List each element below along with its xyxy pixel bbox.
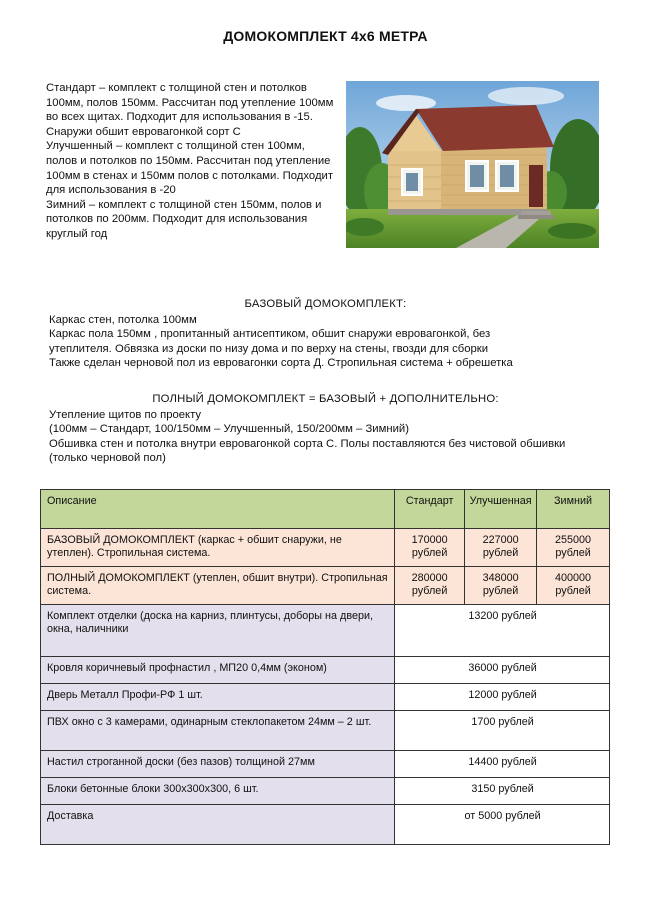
intro-improved: Улучшенный – комплект с толщиной стен 100мм, полов и потолков по 150мм. Рассчитан под утепление 100мм в стенах и 150мм полов с потолками. Подходит для использования в -20 <box>46 140 334 197</box>
row-description: Настил строганной доски (без пазов) толщиной 27мм <box>41 751 395 778</box>
base-kit-line: Каркас стен, потолка 100мм <box>49 314 197 326</box>
row-description: Дверь Металл Профи-РФ 1 шт. <box>41 684 395 711</box>
row-price: 1700 рублей <box>395 711 610 751</box>
row-price: 12000 рублей <box>395 684 610 711</box>
row-price: 3150 рублей <box>395 778 610 805</box>
table-row-extra <box>41 711 610 751</box>
full-kit-description <box>49 408 594 465</box>
base-kit-line: утеплителя. Обвязка из доски по низу дома и по верху на стены, гвозди для сборки <box>49 342 489 355</box>
table-row-extra <box>41 605 610 657</box>
intro-standard: Стандарт – комплект с толщиной стен и потолков 100мм, полов 150мм. Рассчитан под утепление 100мм во всех щитах. Подходит для использования в -15. Снаружи обшит евровагонкой сорт С <box>46 82 334 138</box>
table-row-extra <box>41 684 610 711</box>
row-description: Комплект отделки (доска на карниз, плинтусы, доборы на двери, окна, наличники <box>41 605 395 657</box>
column-header-winter: Зимний <box>537 490 610 529</box>
column-header-description: Описание <box>41 490 395 529</box>
table-row-extra <box>41 805 610 845</box>
price-improved: 227000 рублей <box>465 529 537 567</box>
price-winter: 255000 рублей <box>537 529 610 567</box>
column-header-improved: Улучшенная <box>465 490 537 529</box>
base-kit-line: Также сделан черновой пол из евровагонки сорта Д. Стропильная система + обрешетка <box>49 356 513 369</box>
row-description: ПОЛНЫЙ ДОМОКОМПЛЕКТ (утеплен, обшит внутри). Стропильная система. <box>41 567 395 605</box>
row-description: БАЗОВЫЙ ДОМОКОМПЛЕКТ (каркас + обшит снаружи, не утеплен). Стропильная система. <box>41 529 395 567</box>
table-header-row <box>41 490 610 529</box>
full-kit-line: Обшивка стен и потолка внутри евровагонкой сорта С. Полы поставляются без чистовой обшивки (только черновой пол) <box>49 437 566 464</box>
table-row-extra <box>41 751 610 778</box>
row-description: Доставка <box>41 805 395 845</box>
price-standard: 280000 рублей <box>395 567 465 605</box>
house-photo <box>346 81 599 248</box>
price-standard: 170000 рублей <box>395 529 465 567</box>
row-price: 13200 рублей <box>395 605 610 657</box>
full-kit-line: Утепление щитов по проекту <box>49 409 202 421</box>
price-table <box>40 489 610 845</box>
row-price: 14400 рублей <box>395 751 610 778</box>
table-row-full-kit <box>41 567 610 605</box>
page-title: ДОМОКОМПЛЕКТ 4х6 МЕТРА <box>223 28 428 44</box>
full-kit-heading: ПОЛНЫЙ ДОМОКОМПЛЕКТ = БАЗОВЫЙ + ДОПОЛНИТЕЛЬНО: <box>152 393 499 405</box>
full-kit-line: (100мм – Стандарт, 100/150мм – Улучшенный, 150/200мм – Зимний) <box>49 423 409 436</box>
intro-text <box>46 81 336 242</box>
base-kit-description <box>49 313 609 370</box>
intro-winter: Зимний – комплект с толщиной стен 150мм, полов и потолков по 200мм. Подходит для использования круглый год <box>46 198 322 240</box>
row-description: Блоки бетонные блоки 300х300х300, 6 шт. <box>41 778 395 805</box>
row-price: 36000 рублей <box>395 657 610 684</box>
column-header-standard: Стандарт <box>395 490 465 529</box>
row-description: ПВХ окно с 3 камерами, одинарным стеклопакетом 24мм – 2 шт. <box>41 711 395 751</box>
table-row-base-kit <box>41 529 610 567</box>
base-kit-line: Каркас пола 150мм , пропитанный антисептиком, обшит снаружи евровагонкой, без <box>49 328 491 341</box>
table-row-extra <box>41 657 610 684</box>
row-price: от 5000 рублей <box>395 805 610 845</box>
price-improved: 348000 рублей <box>465 567 537 605</box>
base-kit-heading: БАЗОВЫЙ ДОМОКОМПЛЕКТ: <box>244 298 407 310</box>
table-row-extra <box>41 778 610 805</box>
row-description: Кровля коричневый профнастил , МП20 0,4мм (эконом) <box>41 657 395 684</box>
price-winter: 400000 рублей <box>537 567 610 605</box>
